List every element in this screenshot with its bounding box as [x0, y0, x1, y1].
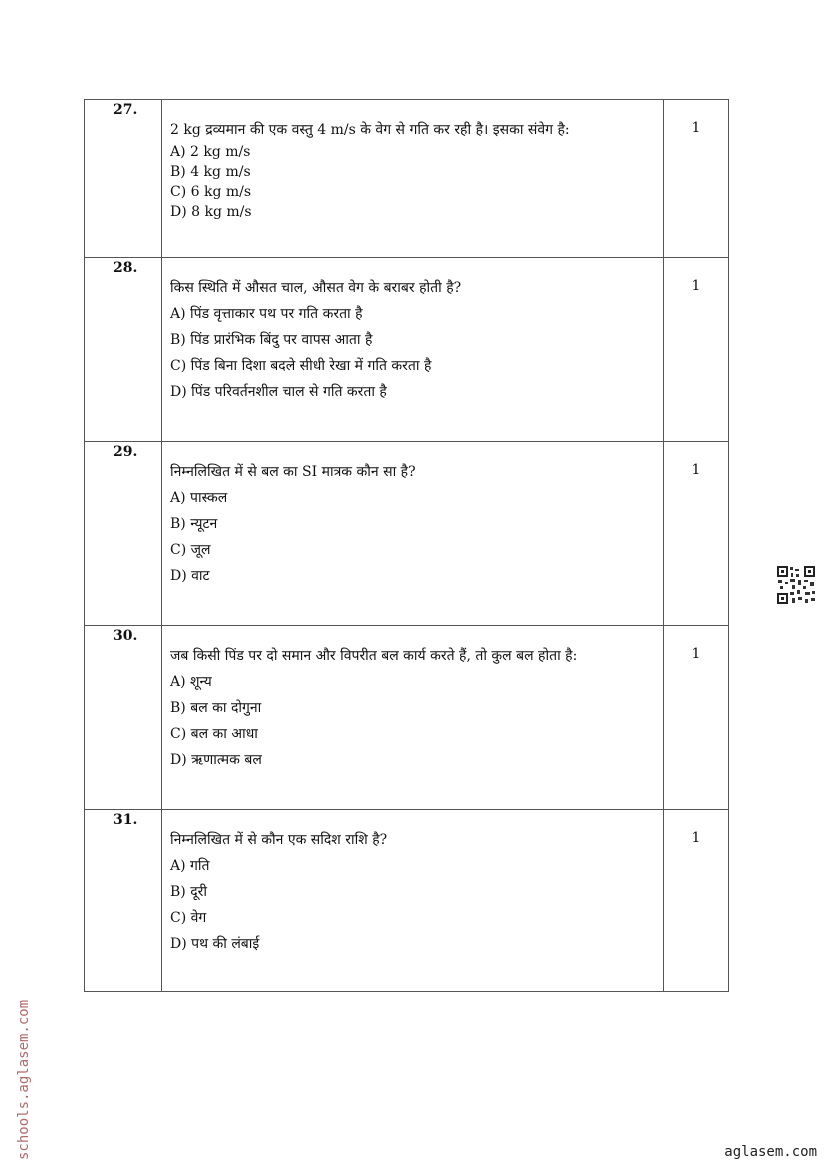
option-c: C) बल का आधा: [170, 726, 258, 742]
option-a: A) पास्कल: [170, 490, 228, 506]
question-row: [85, 626, 729, 810]
option-a: A) शून्य: [170, 674, 212, 690]
question-marks: 1: [664, 100, 729, 258]
question-number: 30.: [85, 626, 162, 810]
question-row: [85, 100, 729, 258]
question-text: किस स्थिति में औसत चाल, औसत वेग के बराबर होती है?: [170, 280, 462, 296]
option-b: B) न्यूटन: [170, 516, 218, 532]
option-c: C) पिंड बिना दिशा बदले सीधी रेखा में गति करता है: [170, 358, 432, 374]
question-text: जब किसी पिंड पर दो समान और विपरीत बल कार्य करते हैं, तो कुल बल होता है:: [170, 648, 578, 664]
option-a: A) गति: [170, 858, 210, 874]
watermark-right: aglasem.com: [724, 1144, 817, 1160]
option-b: B) दूरी: [170, 884, 207, 900]
option-d: D) वाट: [170, 568, 210, 584]
question-table: [84, 99, 729, 992]
question-body: [162, 442, 664, 626]
qr-code-icon: [776, 565, 816, 605]
question-number: 27.: [85, 100, 162, 258]
question-text: निम्नलिखित में से बल का SI मात्रक कौन सा है?: [170, 464, 416, 480]
option-a: A) 2 kg m/s: [170, 144, 251, 160]
watermark-left: schools.aglasem.com: [16, 999, 32, 1160]
question-number: 29.: [85, 442, 162, 626]
option-d: D) पिंड परिवर्तनशील चाल से गति करता है: [170, 384, 387, 400]
question-text: 2 kg द्रव्यमान की एक वस्तु 4 m/s के वेग से गति कर रही है। इसका संवेग है:: [170, 122, 570, 138]
question-body: [162, 258, 664, 442]
question-body: [162, 626, 664, 810]
question-marks: 1: [664, 442, 729, 626]
question-number: 31.: [85, 810, 162, 992]
option-d: D) पथ की लंबाई: [170, 936, 260, 952]
option-b: B) 4 kg m/s: [170, 164, 251, 180]
option-c: C) वेग: [170, 910, 207, 926]
option-a: A) पिंड वृत्ताकार पथ पर गति करता है: [170, 306, 363, 322]
question-body: [162, 100, 664, 258]
option-d: D) 8 kg m/s: [170, 204, 252, 220]
option-c: C) जूल: [170, 542, 211, 558]
question-number: 28.: [85, 258, 162, 442]
question-marks: 1: [664, 626, 729, 810]
option-b: B) बल का दोगुना: [170, 700, 262, 716]
question-row: [85, 442, 729, 626]
question-body: [162, 810, 664, 992]
option-b: B) पिंड प्रारंभिक बिंदु पर वापस आता है: [170, 332, 373, 348]
question-marks: 1: [664, 810, 729, 992]
question-row: [85, 258, 729, 442]
question-marks: 1: [664, 258, 729, 442]
question-text: निम्नलिखित में से कौन एक सदिश राशि है?: [170, 832, 388, 848]
option-c: C) 6 kg m/s: [170, 184, 252, 200]
option-d: D) ऋणात्मक बल: [170, 752, 262, 768]
question-row: [85, 810, 729, 992]
